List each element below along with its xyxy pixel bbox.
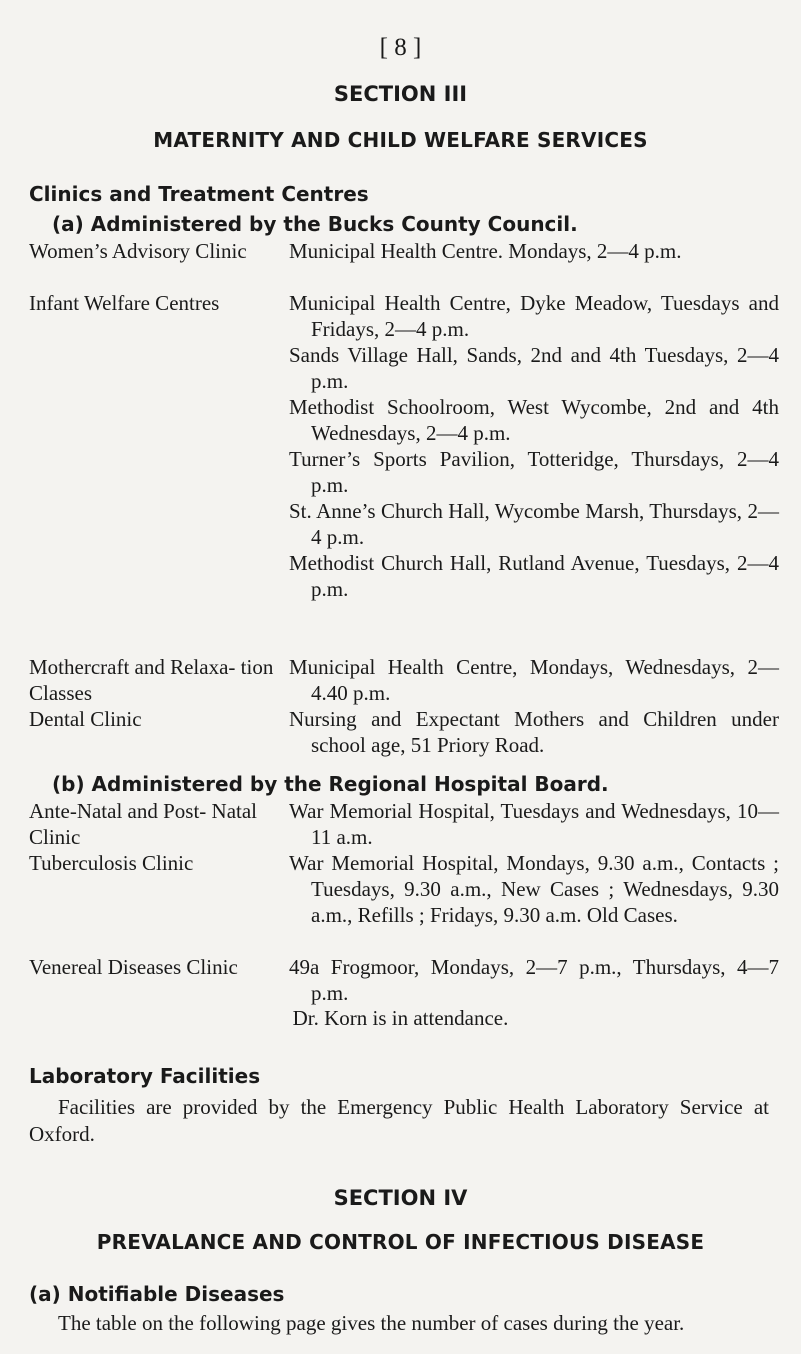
clinic-entry: 49a Frogmoor, Mondays, 2—7 p.m., Thursdays, 4—7 p.m. — [289, 955, 779, 1005]
clinic-label: Dental Clinic — [29, 707, 142, 731]
laboratory-heading: Laboratory Facilities — [29, 1064, 261, 1088]
notifiable-heading: (a) Notifiable Diseases — [29, 1282, 285, 1306]
clinic-label: Venereal Diseases Clinic — [29, 955, 238, 979]
clinic-details — [289, 238, 779, 264]
page-number: [ 8 ] — [379, 34, 422, 61]
laboratory-paragraph — [29, 1094, 769, 1148]
clinic-details — [289, 706, 779, 758]
clinic-details — [289, 798, 779, 850]
clinic-entry: Municipal Health Centre, Mondays, Wednesdays, 2—4.40 p.m. — [289, 655, 779, 705]
clinic-entry: War Memorial Hospital, Tuesdays and Wednesdays, 10—11 a.m. — [289, 799, 779, 849]
section-heading: SECTION III — [333, 82, 468, 106]
subheading-b: (b) Administered by the Regional Hospital Board. — [52, 772, 609, 796]
clinic-details — [289, 654, 779, 706]
clinic-entry: Nursing and Expectant Mothers and Children under school age, 51 Priory Road. — [289, 707, 779, 757]
section-heading: SECTION IV — [333, 1186, 468, 1210]
clinic-entry: Methodist Schoolroom, West Wycombe, 2nd and 4th Wednesdays, 2—4 p.m. — [289, 395, 779, 445]
laboratory-text: Facilities are provided by the Emergency Public Health Laboratory Service at Oxford. — [29, 1095, 769, 1146]
clinic-label: Infant Welfare Centres — [29, 291, 220, 315]
clinic-entry: Sands Village Hall, Sands, 2nd and 4th Tuesdays, 2—4 p.m. — [289, 343, 779, 393]
clinic-label: Mothercraft and Relaxa- tion Classes — [29, 655, 274, 705]
attendance-note: Dr. Korn is in attendance. — [292, 1006, 509, 1030]
clinic-details — [289, 850, 779, 928]
clinic-entry: Methodist Church Hall, Rutland Avenue, Tuesdays, 2—4 p.m. — [289, 551, 779, 601]
clinic-entry: Municipal Health Centre, Dyke Meadow, Tuesdays and Fridays, 2—4 p.m. — [289, 291, 779, 341]
clinic-entry: Municipal Health Centre. Mondays, 2—4 p.m. — [289, 239, 682, 263]
section-title: PREVALANCE AND CONTROL OF INFECTIOUS DISEASE — [96, 1230, 705, 1254]
subheading-a: (a) Administered by the Bucks County Council. — [52, 212, 578, 236]
clinic-details — [289, 954, 779, 1006]
clinic-entry: St. Anne’s Church Hall, Wycombe Marsh, Thursdays, 2—4 p.m. — [289, 499, 779, 549]
clinic-entry: War Memorial Hospital, Mondays, 9.30 a.m., Contacts ; Tuesdays, 9.30 a.m., New Cases ; Wednesdays, 9.30 a.m., Refills ; Fridays, 9.30 a.m. Old Cases. — [289, 851, 779, 927]
clinic-entry: Turner’s Sports Pavilion, Totteridge, Thursdays, 2—4 p.m. — [289, 447, 779, 497]
clinic-label: Ante-Natal and Post- Natal Clinic — [29, 799, 258, 849]
clinic-details — [289, 290, 779, 602]
clinic-label: Women’s Advisory Clinic — [29, 239, 247, 263]
clinic-label: Tuberculosis Clinic — [29, 851, 194, 875]
notifiable-paragraph — [29, 1310, 769, 1337]
clinics-heading: Clinics and Treatment Centres — [29, 182, 369, 206]
section-title: MATERNITY AND CHILD WELFARE SERVICES — [153, 128, 648, 152]
notifiable-text: The table on the following page gives the number of cases during the year. — [58, 1311, 685, 1335]
